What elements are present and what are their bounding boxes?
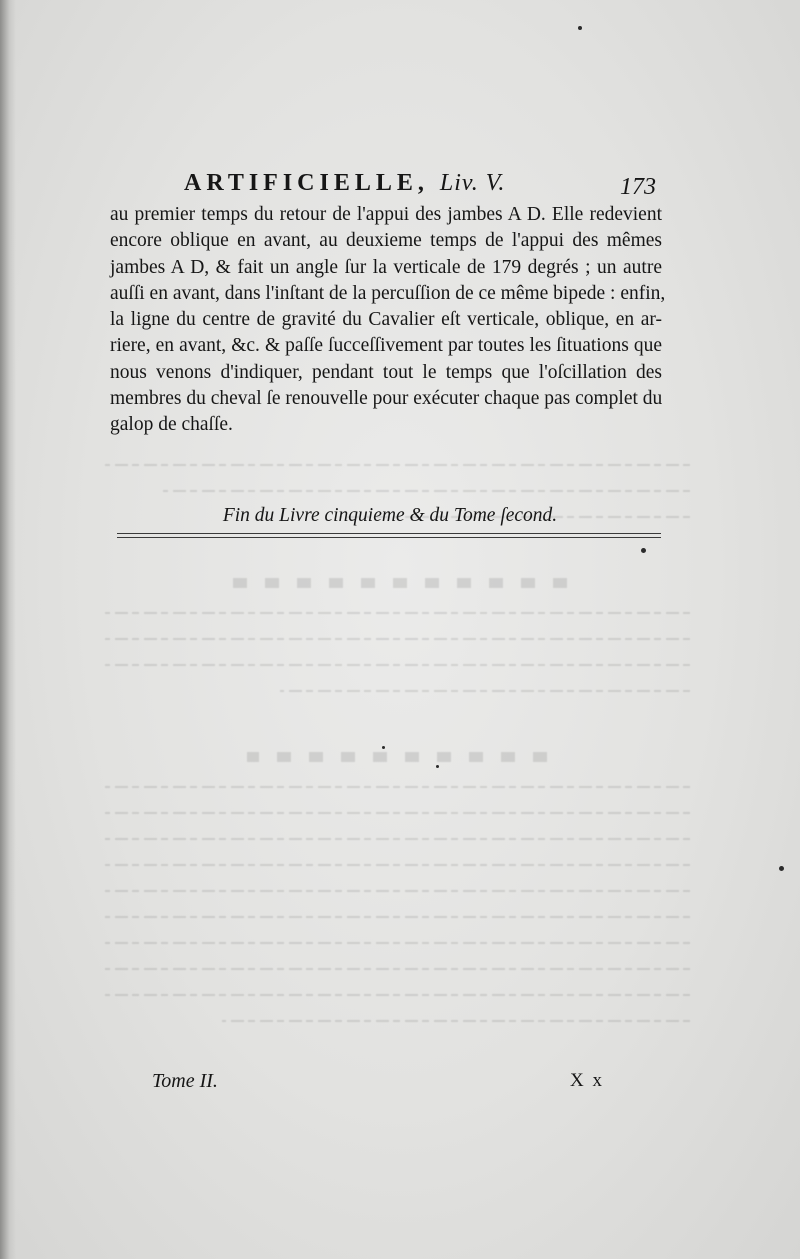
text-line: membres du cheval ſe renouvelle pour exécuter chaque pas complet du <box>110 388 663 410</box>
bleed-through-text <box>105 440 690 1080</box>
ink-speck <box>779 866 784 871</box>
signature-mark: X x <box>570 1070 604 1091</box>
text-line: encore oblique en avant, au deuxieme temps de l'appui des mêmes <box>110 230 662 252</box>
text-line: nous venons d'indiquer, pendant tout le temps que l'oſcillation des <box>110 361 662 383</box>
page-spine-shadow <box>0 0 16 1259</box>
text-line: auſſi en avant, dans l'inſtant de la percuſſion de ce même bipede : enfin, <box>110 282 666 304</box>
body-text <box>110 202 666 439</box>
page-header <box>180 170 660 206</box>
running-head <box>184 170 505 197</box>
ink-speck <box>382 746 385 749</box>
page-number: 173 <box>620 174 656 200</box>
text-line: la ligne du centre de gravité du Cavalier eſt verticale, oblique, en ar- <box>110 309 662 331</box>
ink-speck <box>641 548 646 553</box>
text-line: au premier temps du retour de l'appui des jambes A D. Elle redevient <box>110 204 662 225</box>
ink-speck <box>436 765 439 768</box>
colophon: Fin du Livre cinquieme & du Tome ſecond. <box>222 505 558 526</box>
text-line: galop de chaſſe. <box>110 414 233 436</box>
volume-label: Tome II. <box>152 1070 218 1092</box>
ink-speck <box>578 26 582 30</box>
text-line: riere, en avant, &c. & paſſe ſucceſſivement par toutes les ſituations que <box>110 335 662 357</box>
divider-rule <box>117 537 661 538</box>
running-title: ARTIFICIELLE, <box>184 170 429 196</box>
text-line: jambes A D, & fait un angle ſur la verticale de 179 degrés ; un autre <box>110 256 662 278</box>
divider-rule <box>117 533 661 534</box>
book-reference: Liv. V. <box>439 170 506 196</box>
